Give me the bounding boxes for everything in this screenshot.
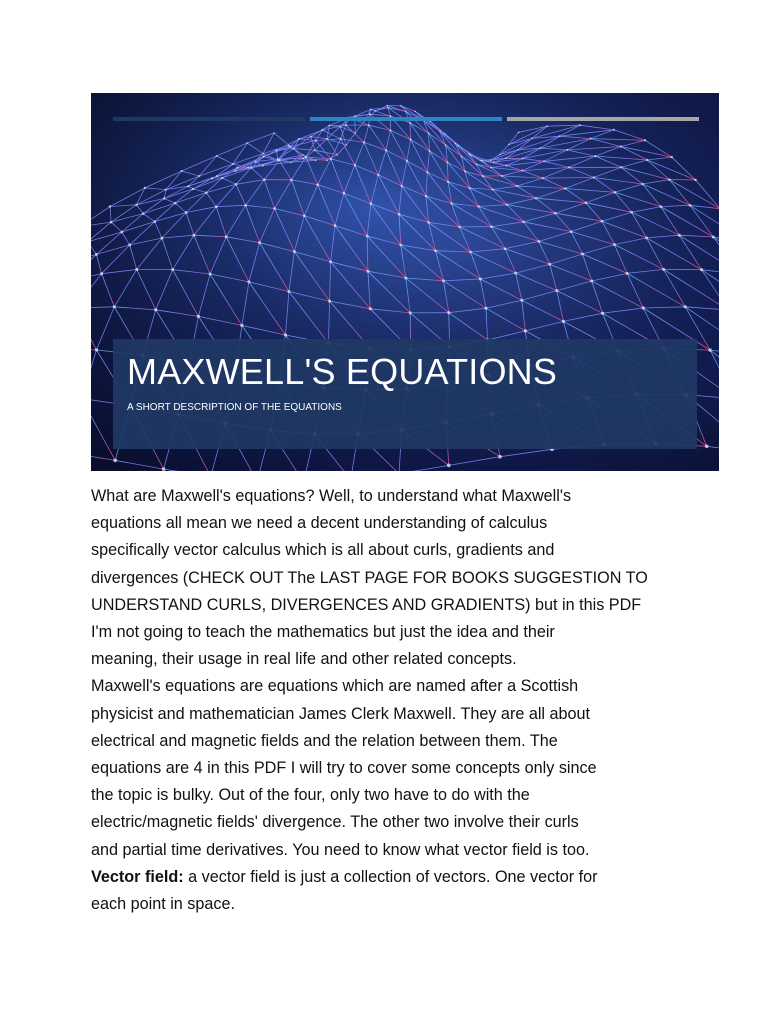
text-line: I'm not going to teach the mathematics but just the idea and their (91, 623, 555, 642)
banner-image (91, 93, 719, 471)
text-line: the topic is bulky. Out of the four, only two have to do with the (91, 786, 530, 805)
text-line: specifically vector calculus which is all about curls, gradients and (91, 541, 555, 560)
stripe-blue (310, 117, 502, 121)
stripe-gray (507, 117, 699, 121)
text-line: electric/magnetic fields' divergence. The other two involve their curls (91, 813, 579, 832)
text-line: electrical and magnetic fields and the relation between them. The (91, 731, 558, 750)
text-line: divergences (CHECK OUT The LAST PAGE FOR BOOKS SUGGESTION TO (91, 568, 648, 587)
definition-line (91, 864, 691, 891)
definition-term: Vector field: (91, 867, 184, 886)
text-line: equations all mean we need a decent understanding of calculus (91, 514, 548, 533)
text-line: each point in space. (91, 895, 235, 914)
text-line: Maxwell's equations are equations which are named after a Scottish (91, 677, 579, 696)
stripe-dark (113, 117, 305, 121)
page-subtitle: A SHORT DESCRIPTION OF THE EQUATIONS (127, 402, 342, 413)
definition-text: a vector field is just a collection of vectors. One vector for (183, 867, 598, 886)
text-line: and partial time derivatives. You need to know what vector field is too. (91, 840, 590, 859)
text-line: physicist and mathematician James Clerk Maxwell. They are all about (91, 704, 591, 723)
page-title: MAXWELL'S EQUATIONS (127, 351, 558, 392)
title-box (113, 339, 697, 449)
text-line: UNDERSTAND CURLS, DIVERGENCES AND GRADIENTS) but in this PDF (91, 595, 642, 614)
text-line: meaning, their usage in real life and other related concepts. (91, 650, 517, 669)
body-text (91, 483, 691, 918)
text-line: What are Maxwell's equations? Well, to understand what Maxwell's (91, 487, 572, 505)
text-line: equations are 4 in this PDF I will try to cover some concepts only since (91, 759, 597, 778)
